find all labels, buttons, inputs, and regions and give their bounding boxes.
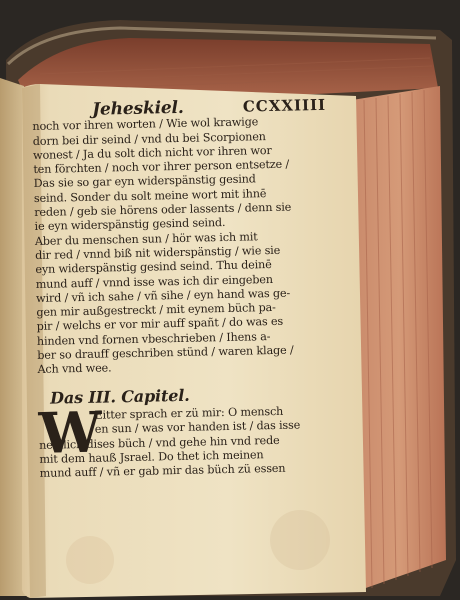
text-line: Ach vnd wee. — [37, 361, 112, 377]
text-line: eyn widerspänstig gesind seind. Thu deinē — [35, 258, 272, 277]
text-line: ten förchten / noch vor ihrer person entsetze / — [33, 157, 290, 177]
text-line: gen mir außgestreckt / mit eynem büch pa- — [36, 301, 276, 320]
text-line: mund auff / vnnd isse was ich dir eingeben — [35, 272, 273, 291]
text-line: wonest / Ja du solt dich nicht vor ihren wor — [32, 143, 272, 162]
text-line: dir red / vnnd biß nit widerspänstig / wie sie — [35, 243, 281, 262]
text-line: seind. Sonder du solt meine wort mit ihnē — [33, 186, 267, 205]
chapter-heading: Das III. Capitel. — [49, 385, 190, 408]
text-line: en sun / was vor handen ist / das isse — [94, 418, 301, 436]
text-line: mit dem hauß Jsrael. Do thet ich meinen — [39, 448, 264, 466]
text-line: Eitter sprach er zü mir: O mensch — [94, 404, 284, 422]
text-line: dorn bei dir seind / vnd du bei Scorpionen — [32, 129, 266, 148]
folio-number: CCXXIIII — [242, 95, 327, 116]
running-head-row — [91, 95, 327, 120]
text-line: reden / geb sie hörens oder lassents / denn sie — [34, 200, 292, 220]
text-line: pir / welchs er vor mir auff spañt / do was es — [36, 315, 284, 334]
body-text — [32, 114, 337, 378]
text-line: nemlich dises büch / vnd gehe hin vnd rede — [39, 433, 280, 452]
page-text — [32, 95, 340, 482]
text-line: hinden vnd fornen vbeschrieben / Ihens a- — [36, 329, 271, 348]
drop-initial: W — [38, 399, 103, 467]
text-line: noch vor ihren worten / Wie wol krawige — [32, 115, 259, 134]
text-line: wird / vñ ich sahe / vñ sihe / eyn hand was ge- — [35, 286, 291, 305]
text-line: ber so drauff geschriben stünd / waren klage / — [37, 343, 294, 362]
text-line: Aber du menschen sun / hör was ich mit — [34, 229, 258, 248]
running-head: Jeheskiel. — [91, 97, 184, 120]
text-line: ie eyn widerspänstig gesind seind. — [34, 216, 226, 234]
text-line: mund auff / vñ er gab mir das büch zü essen — [39, 461, 286, 481]
text-line: Das sie so gar eyn widerspänstig gesind — [33, 172, 256, 191]
fore-edge — [352, 86, 446, 590]
